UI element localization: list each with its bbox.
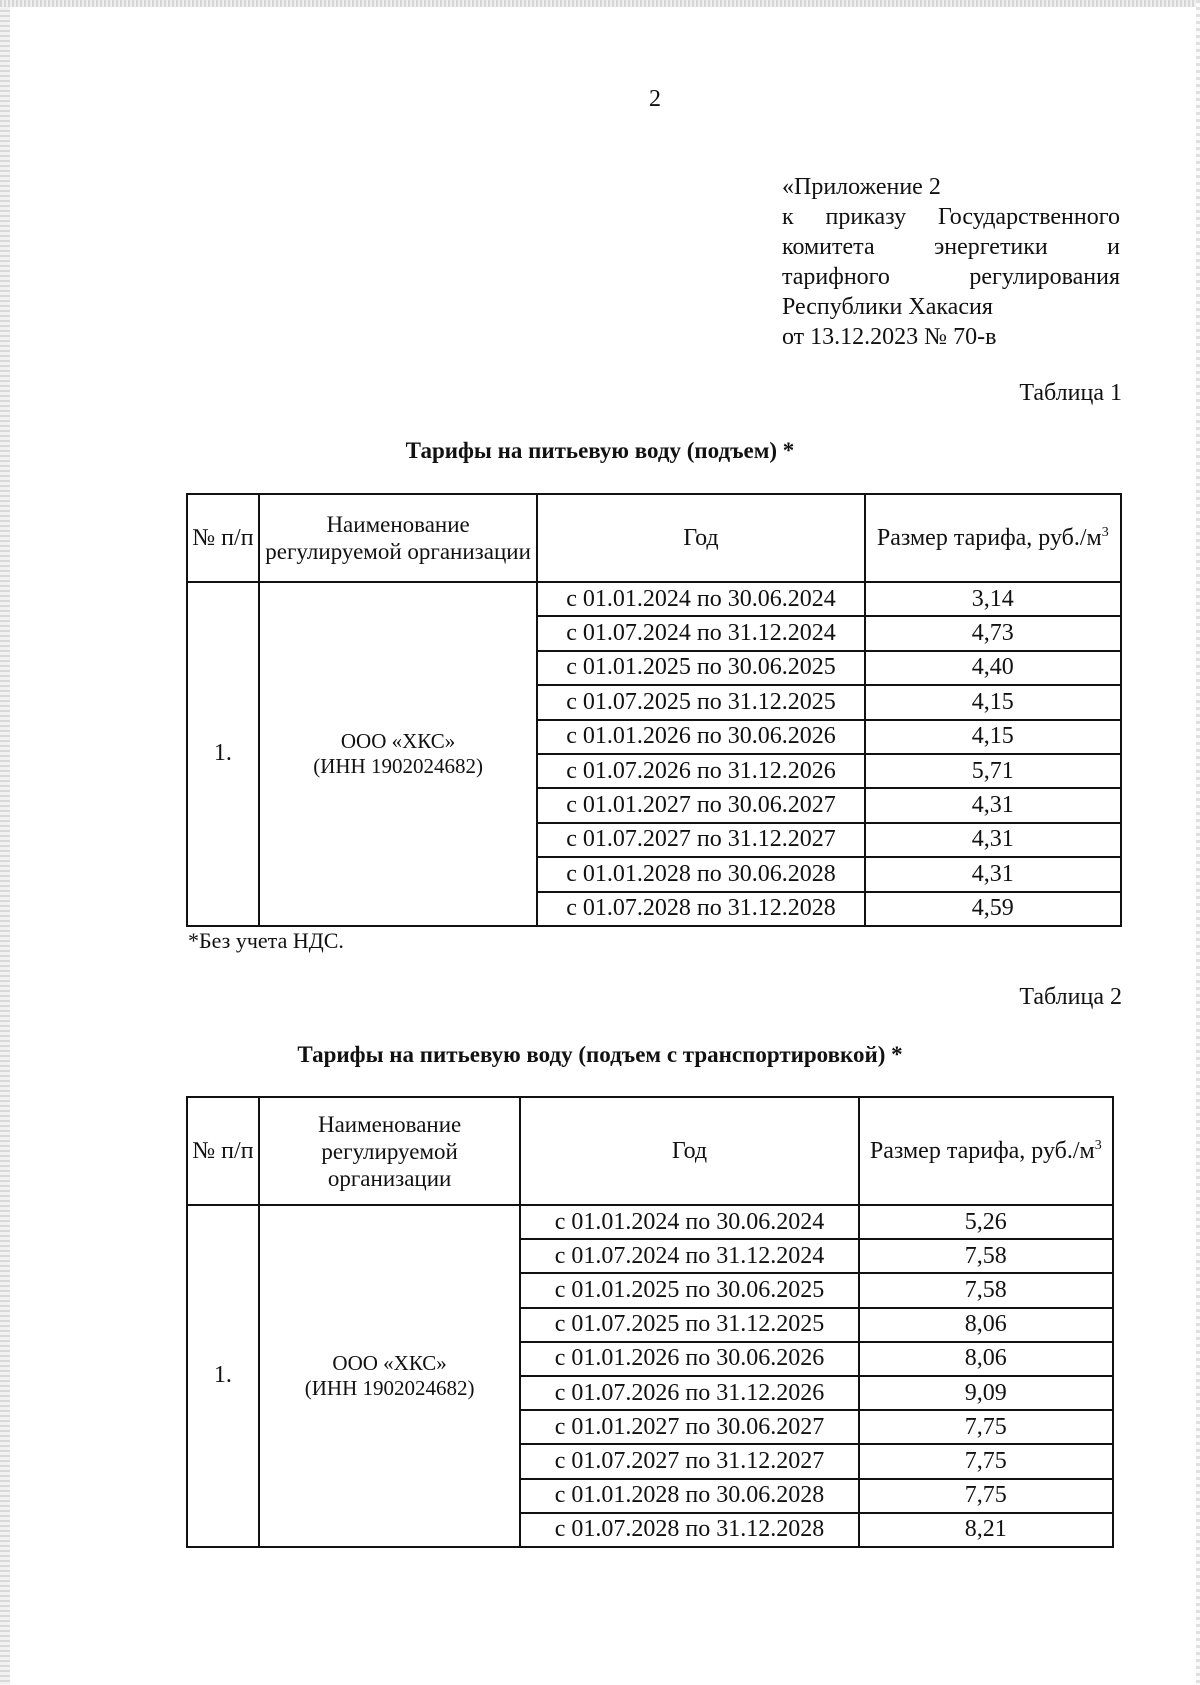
header-tariff: [859, 1097, 1113, 1205]
row-number: 1.: [187, 1205, 259, 1547]
scan-edge-right: [1196, 0, 1200, 1685]
table-body: [187, 582, 1121, 926]
period-cell: с 01.01.2025 по 30.06.2025: [520, 1273, 858, 1307]
period-cell: с 01.01.2024 по 30.06.2024: [520, 1205, 858, 1239]
appendix-line: тарифного регулирования: [782, 264, 1120, 290]
period-cell: с 01.07.2025 по 31.12.2025: [537, 685, 864, 719]
period-cell: с 01.01.2024 по 30.06.2024: [537, 582, 864, 616]
period-cell: с 01.01.2027 по 30.06.2027: [537, 788, 864, 822]
period-cell: с 01.01.2028 по 30.06.2028: [537, 857, 864, 891]
period-cell: с 01.07.2028 по 31.12.2028: [537, 892, 864, 926]
header-year: Год: [537, 494, 864, 582]
tariff-value-cell: 8,21: [859, 1513, 1113, 1547]
period-cell: с 01.01.2028 по 30.06.2028: [520, 1479, 858, 1513]
period-cell: с 01.07.2027 по 31.12.2027: [537, 823, 864, 857]
period-cell: с 01.07.2026 по 31.12.2026: [520, 1376, 858, 1410]
appendix-line: комитета энергетики и: [782, 234, 1120, 260]
tariff-value-cell: 7,75: [859, 1410, 1113, 1444]
table-row: [187, 582, 1121, 616]
tariff-value-cell: 9,09: [859, 1376, 1113, 1410]
table-2-label: Таблица 2: [1019, 984, 1122, 1010]
tariff-value-cell: 4,15: [865, 720, 1121, 754]
header-year: Год: [520, 1097, 858, 1205]
period-cell: с 01.07.2024 по 31.12.2024: [520, 1239, 858, 1273]
period-cell: с 01.07.2025 по 31.12.2025: [520, 1308, 858, 1342]
scan-edge-top: [0, 0, 1200, 7]
tariff-value-cell: 3,14: [865, 582, 1121, 616]
tariff-value-cell: 5,71: [865, 754, 1121, 788]
period-cell: с 01.01.2025 по 30.06.2025: [537, 651, 864, 685]
table-1-label: Таблица 1: [1019, 380, 1122, 406]
header-tariff-sup: 3: [1094, 1137, 1102, 1153]
tariff-value-cell: 4,73: [865, 616, 1121, 650]
tariff-table-1: [186, 493, 1122, 927]
appendix-header: [782, 172, 1120, 352]
header-tariff-text: Размер тарифа, руб./м: [869, 1137, 1095, 1164]
header-org: Наименование регулируемой организации: [259, 1097, 521, 1205]
table-body: [187, 1205, 1113, 1547]
header-org: Наименование регулируемой организации: [259, 494, 538, 582]
footnote: *Без учета НДС.: [188, 928, 344, 953]
tariff-value-cell: 7,75: [859, 1479, 1113, 1513]
organization-name: ООО «ХКС»: [340, 728, 456, 753]
tariff-value-cell: 4,15: [865, 685, 1121, 719]
period-cell: с 01.07.2027 по 31.12.2027: [520, 1444, 858, 1478]
tariff-value-cell: 7,58: [859, 1273, 1113, 1307]
table-2-title: Тарифы на питьевую воду (подъем с транспортировкой) *: [297, 1042, 903, 1067]
tariff-value-cell: 5,26: [859, 1205, 1113, 1239]
tariff-value-cell: 7,75: [859, 1444, 1113, 1478]
page-number: 2: [649, 86, 661, 112]
period-cell: с 01.01.2027 по 30.06.2027: [520, 1410, 858, 1444]
tariff-value-cell: 7,58: [859, 1239, 1113, 1273]
tariff-value-cell: 8,06: [859, 1342, 1113, 1376]
table-header-row: [187, 1097, 1113, 1205]
table-row: [187, 1205, 1113, 1239]
organization-inn: (ИНН 1902024682): [313, 753, 483, 778]
tariff-table-2: [186, 1096, 1114, 1548]
organization-cell: [259, 582, 538, 926]
header-num: № п/п: [187, 1097, 259, 1205]
tariff-value-cell: 4,31: [865, 788, 1121, 822]
header-tariff-sup: 3: [1101, 524, 1109, 540]
period-cell: с 01.07.2026 по 31.12.2026: [537, 754, 864, 788]
scan-edge-left: [0, 0, 10, 1685]
tariff-value-cell: 4,31: [865, 857, 1121, 891]
tariff-value-cell: 4,40: [865, 651, 1121, 685]
tariff-value-cell: 8,06: [859, 1308, 1113, 1342]
appendix-line: от 13.12.2023 № 70-в: [782, 324, 997, 350]
header-num: № п/п: [187, 494, 259, 582]
row-number: 1.: [187, 582, 259, 926]
table-header-row: [187, 494, 1121, 582]
header-tariff-text: Размер тарифа, руб./м: [876, 524, 1102, 551]
organization-cell: [259, 1205, 521, 1547]
period-cell: с 01.01.2026 по 30.06.2026: [537, 720, 864, 754]
appendix-line: Республики Хакасия: [782, 294, 993, 320]
tariff-value-cell: 4,31: [865, 823, 1121, 857]
header-tariff: [865, 494, 1121, 582]
period-cell: с 01.01.2026 по 30.06.2026: [520, 1342, 858, 1376]
appendix-line: к приказу Государственного: [782, 204, 1120, 230]
period-cell: с 01.07.2024 по 31.12.2024: [537, 616, 864, 650]
table-1-title: Тарифы на питьевую воду (подъем) *: [405, 438, 795, 463]
organization-inn: (ИНН 1902024682): [304, 1375, 475, 1400]
appendix-line: «Приложение 2: [782, 174, 941, 200]
tariff-value-cell: 4,59: [865, 892, 1121, 926]
organization-name: ООО «ХКС»: [332, 1350, 447, 1375]
period-cell: с 01.07.2028 по 31.12.2028: [520, 1513, 858, 1547]
